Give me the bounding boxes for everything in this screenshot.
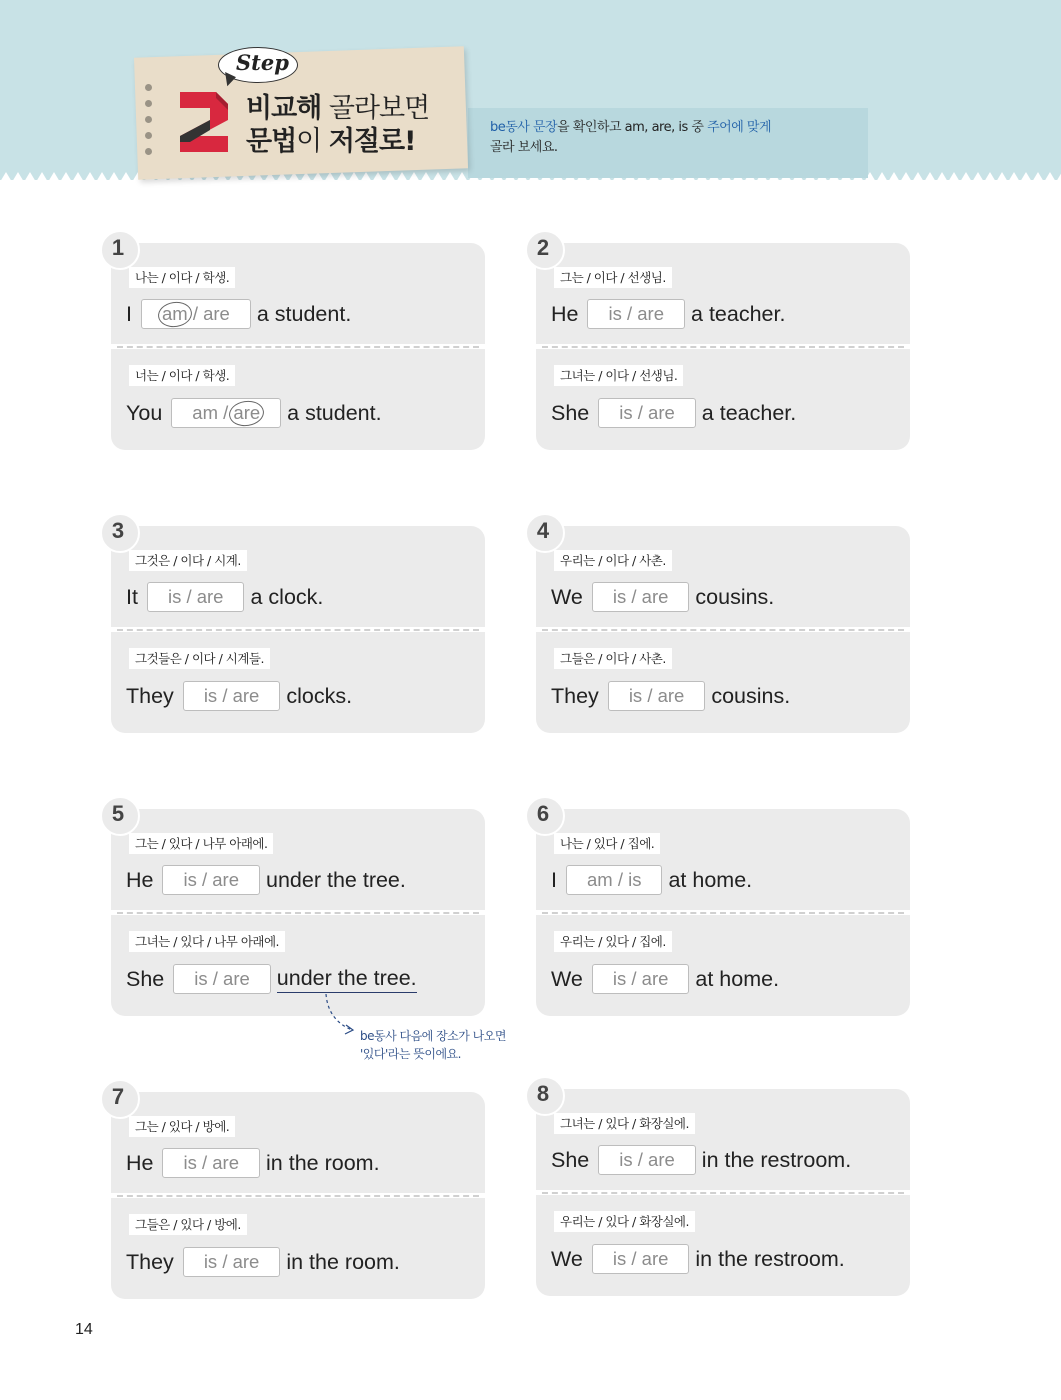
- exercise-number: 1: [111, 235, 125, 260]
- sentence-rest: a teacher.: [691, 301, 786, 326]
- subject: They: [126, 1249, 174, 1274]
- exercise-number: 2: [536, 235, 550, 260]
- sentence-rest: cousins.: [711, 683, 791, 708]
- sentence-rest: a student.: [256, 301, 352, 326]
- korean-hint: 그녀는 / 있다 / 화장실에.: [554, 1113, 695, 1134]
- handwritten-note: [360, 1027, 506, 1063]
- note-binding-holes: [145, 84, 152, 164]
- subject: He: [126, 1150, 154, 1175]
- step-number-graphic: [176, 86, 232, 158]
- sentence-rest: clocks.: [286, 683, 353, 708]
- korean-hint: 우리는 / 이다 / 사촌.: [554, 550, 672, 571]
- subject: It: [126, 584, 138, 609]
- sentence-rest: cousins.: [695, 584, 775, 609]
- choice-separator: /: [187, 303, 204, 324]
- sentence: [551, 1244, 845, 1274]
- exercise-number: 8: [536, 1081, 550, 1106]
- choice-box[interactable]: is / are: [147, 582, 245, 612]
- subject: You: [126, 400, 163, 425]
- title-line2-bold1: 문법: [246, 126, 297, 157]
- exercise-card-1: [111, 235, 485, 450]
- exercise-number: 7: [111, 1084, 125, 1109]
- sentence-rest: in the restroom.: [701, 1147, 852, 1172]
- korean-hint: 우리는 / 있다 / 화장실에.: [554, 1211, 695, 1232]
- exercise-number: 4: [536, 518, 550, 543]
- choice-separator: /: [217, 402, 234, 423]
- exercise-card-6: [536, 801, 910, 1016]
- choice-box[interactable]: is / are: [183, 1247, 281, 1277]
- subject: He: [551, 301, 579, 326]
- choice-box[interactable]: is / are: [183, 681, 281, 711]
- choice-box[interactable]: is / are: [608, 681, 706, 711]
- korean-hint: 그들은 / 이다 / 사촌.: [554, 648, 672, 669]
- instructions: [490, 118, 771, 158]
- instr-highlight-2: 주어에 맞게: [707, 120, 772, 135]
- sentence: [126, 681, 352, 711]
- korean-hint: 나는 / 있다 / 집에.: [554, 833, 660, 854]
- exercise-number: 5: [111, 801, 125, 826]
- exercise-card-2: [536, 235, 910, 450]
- sentence: [126, 865, 406, 895]
- korean-hint: 그들은 / 있다 / 방에.: [129, 1214, 247, 1235]
- sentence: [551, 681, 790, 711]
- choice-option: are: [203, 303, 230, 324]
- sentence: [126, 398, 382, 428]
- title-line2-bold2: 저절로!: [328, 126, 416, 157]
- choice-box[interactable]: is / are: [592, 964, 690, 994]
- sentence-rest-underlined: under the tree.: [277, 966, 417, 993]
- sentence: [126, 964, 417, 994]
- korean-hint: 그것은 / 이다 / 시계.: [129, 550, 247, 571]
- sentence-rest: a clock.: [250, 584, 324, 609]
- subject: We: [551, 584, 583, 609]
- instr-line-2: 골라 보세요.: [490, 140, 558, 155]
- subject: I: [126, 301, 132, 326]
- sentence: [551, 582, 774, 612]
- subject: They: [551, 683, 599, 708]
- korean-hint: 그는 / 이다 / 선생님.: [554, 267, 672, 288]
- exercise-number: 6: [536, 801, 550, 826]
- choice-box[interactable]: is / are: [592, 582, 690, 612]
- instr-highlight-1: be동사 문장: [490, 120, 558, 135]
- circled-answer: are: [233, 399, 260, 427]
- sentence: [126, 582, 323, 612]
- choice-box[interactable]: am / is: [566, 865, 662, 895]
- choice-box[interactable]: is / are: [162, 1148, 260, 1178]
- sentence: [551, 865, 752, 895]
- sentence: [551, 1145, 851, 1175]
- subject: I: [551, 867, 557, 892]
- title-line1-rest: 골라보면: [321, 93, 430, 124]
- sentence-rest: a teacher.: [701, 400, 797, 425]
- korean-hint: 그것들은 / 이다 / 시계들.: [129, 648, 270, 669]
- korean-hint: 그녀는 / 있다 / 나무 아래에.: [129, 931, 285, 952]
- korean-hint: 그는 / 있다 / 나무 아래에.: [129, 833, 273, 854]
- step-number: 2: [204, 156, 205, 157]
- korean-hint: 그녀는 / 이다 / 선생님.: [554, 365, 683, 386]
- exercise-card-7: [111, 1084, 485, 1299]
- subject: We: [551, 966, 583, 991]
- sentence: [126, 1247, 400, 1277]
- handnote-line-2: '있다'라는 뜻이에요.: [360, 1047, 461, 1061]
- korean-hint: 너는 / 이다 / 학생.: [129, 365, 235, 386]
- sentence-rest: at home.: [695, 966, 780, 991]
- sentence-rest: in the room.: [286, 1249, 400, 1274]
- korean-hint: 나는 / 이다 / 학생.: [129, 267, 235, 288]
- exercise-number: 3: [111, 518, 125, 543]
- sentence: [126, 299, 351, 329]
- korean-hint: 그는 / 있다 / 방에.: [129, 1116, 235, 1137]
- choice-box[interactable]: is / are: [592, 1244, 690, 1274]
- sentence-rest: in the restroom.: [695, 1246, 845, 1271]
- instr-text-1: 을 확인하고 am, are, is 중: [557, 120, 708, 135]
- subject: We: [551, 1246, 583, 1271]
- exercise-card-3: [111, 518, 485, 733]
- sentence: [126, 1148, 380, 1178]
- page-number: 14: [75, 1321, 93, 1338]
- exercise-card-8: [536, 1081, 910, 1296]
- handnote-line-1: be동사 다음에 장소가 나오면: [360, 1029, 506, 1043]
- choice-box[interactable]: is / are: [162, 865, 260, 895]
- step-title: [246, 92, 429, 158]
- note-arrow-icon: [322, 992, 362, 1038]
- sentence-rest: at home.: [668, 867, 753, 892]
- choice-box[interactable]: [171, 398, 281, 428]
- title-line2-mid: 이: [296, 126, 329, 157]
- sentence: [551, 299, 785, 329]
- choice-box[interactable]: is / are: [587, 299, 685, 329]
- step-label: Step: [236, 50, 289, 75]
- choice-box[interactable]: [141, 299, 251, 329]
- choice-box[interactable]: is / are: [598, 1145, 696, 1175]
- sentence-rest: in the room.: [266, 1150, 380, 1175]
- title-line1-bold: 비교해: [246, 93, 322, 124]
- sentence: [551, 964, 779, 994]
- subject: He: [126, 867, 154, 892]
- subject: She: [551, 400, 590, 425]
- choice-box[interactable]: is / are: [173, 964, 271, 994]
- exercise-card-4: [536, 518, 910, 733]
- sentence: [551, 398, 796, 428]
- circled-answer: am: [162, 300, 188, 328]
- exercise-card-5: [111, 801, 485, 1016]
- subject: She: [126, 966, 165, 991]
- korean-hint: 우리는 / 있다 / 집에.: [554, 931, 672, 952]
- sentence-rest: under the tree.: [266, 867, 406, 892]
- subject: She: [551, 1147, 590, 1172]
- choice-box[interactable]: is / are: [598, 398, 696, 428]
- choice-option: am: [192, 402, 218, 423]
- sentence-rest: a student.: [287, 400, 382, 425]
- subject: They: [126, 683, 174, 708]
